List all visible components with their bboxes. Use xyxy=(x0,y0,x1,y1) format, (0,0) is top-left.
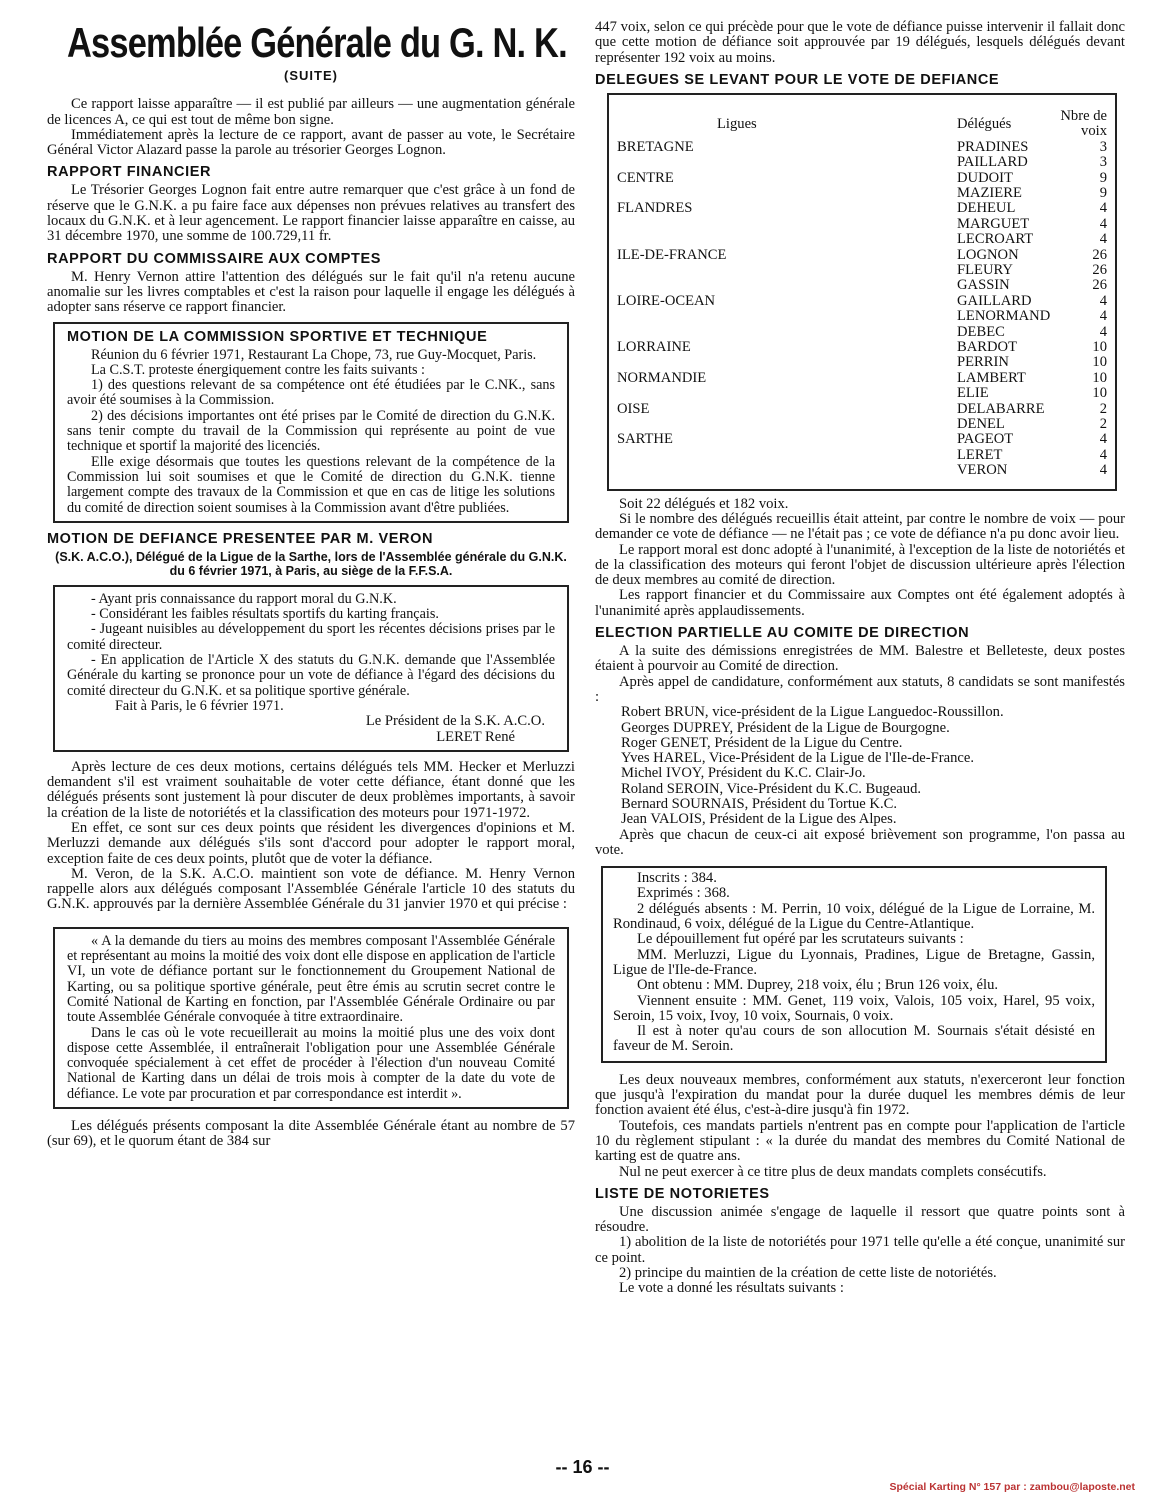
candidate-item: Bernard SOURNAIS, Président du Tortue K.C. xyxy=(621,795,897,812)
vote-cell-delegue: DELABARRE xyxy=(957,400,1045,417)
vote-cell-ligue: LORRAINE xyxy=(617,338,691,355)
vote-cell-ligue xyxy=(617,386,957,401)
result-line: Ont obtenu : MM. Duprey, 218 voix, élu ; Brun 126 voix, élu. xyxy=(637,977,999,994)
paragraph: Les deux nouveaux membres, conformément aux statuts, n'exerceront leur fonction que jusqu'à l'expiration du mandat pour la durée duquel les membres démis de leur fonction avaient été élus, c'est-à-dire jusqu'à fin 1972. xyxy=(595,1071,1125,1119)
result-line: Exprimés : 368. xyxy=(637,885,730,902)
left-column xyxy=(47,0,575,1150)
candidate-item: Georges DUPREY, Président de la Ligue de Bourgogne. xyxy=(621,719,950,736)
paragraph: 447 voix, selon ce qui précède pour que le vote de défiance puisse intervenir il fallait donc que cette motion de défiance soit approuvée par 19 délégués, lesquels délégués devant représenter 192 voix au moins. xyxy=(595,19,1125,66)
candidate-item: Roger GENET, Président de la Ligue du Centre. xyxy=(621,734,903,751)
heading-defiance: MOTION DE DEFIANCE PRESENTEE PAR M. VERON xyxy=(47,530,434,547)
cst-motion-box xyxy=(53,322,569,523)
paragraph: 2) des décisions importantes ont été prises par le Comité de direction du G.N.K. sans tenir compte du travail de la Commission qui représente au point de vue technique et sportif la majorité des licenciés. xyxy=(67,407,555,455)
vote-cell-delegue: DUDOIT xyxy=(957,169,1013,186)
motion-line: - Ayant pris connaissance du rapport moral du G.N.K. xyxy=(91,590,397,607)
vote-cell-voix: 9 xyxy=(1099,184,1107,201)
quote-paragraph: Dans le cas où le vote recueillerait au moins la moitié plus une des voix dont dispose cette Assemblée, il entraînerait l'obligation pour une Assemblée Générale convoquée spécialement à cet effet de procéder à l'élection d'un nouveau Comité National de Karting dans un délai de trois mois à compter de la date du vote de défiance. Le vote par procuration et par correspondance est interdit ». xyxy=(67,1024,555,1102)
vote-cell-ligue xyxy=(617,232,957,247)
paragraph: Nul ne peut exercer à ce titre plus de deux mandats complets consécutifs. xyxy=(619,1163,1047,1180)
vote-cell-delegue: LAMBERT xyxy=(957,369,1026,386)
paragraph: Après appel de candidature, conformément aux statuts, 8 candidats se sont manifestés : xyxy=(595,673,1125,705)
vote-table xyxy=(617,109,1107,479)
vote-cell-ligue xyxy=(617,186,957,201)
paragraph: Une discussion animée s'engage de laquelle il ressort que quatre points sont à résoudre. xyxy=(595,1203,1125,1236)
paragraph: Toutefois, ces mandats partiels n'entrent pas en compte pour l'application de l'article 10 du règlement stipulant : « la durée du mandat des membres du Comité National de karting est de quatre ans. xyxy=(595,1117,1125,1165)
vote-cell-delegue: LENORMAND xyxy=(957,308,1051,325)
vote-cell-voix: 4 xyxy=(1099,446,1107,463)
vote-cell-ligue: NORMANDIE xyxy=(617,369,707,386)
result-line: Viennent ensuite : MM. Genet, 119 voix, Valois, 105 voix, Harel, 95 voix, Seroin, 15 voix, Ivoy, 10 voix, Sournais, 0 voix. xyxy=(613,992,1095,1024)
vote-cell-delegue: PAGEOT xyxy=(957,431,1014,448)
result-line: Le dépouillement fut opéré par les scrutateurs suivants : xyxy=(637,931,964,948)
paragraph: M. Henry Vernon attire l'attention des délégués sur le fait qu'il n'a retenu aucune anomalie sur les livres comptables et c'est la raison pour laquelle il engage les délégués à adopter sans réserve ce rapport financier. xyxy=(47,268,575,316)
vote-cell-voix: 4 xyxy=(1099,323,1107,340)
page-number: -- 16 -- xyxy=(555,1457,610,1477)
vote-cell-voix: 3 xyxy=(1099,154,1107,171)
vote-cell-ligue: LOIRE-OCEAN xyxy=(617,292,716,309)
paragraph: Le rapport moral est donc adopté à l'unanimité, à l'exception de la liste de notoriétés et de la classification des moteurs qui feront l'objet de discussion ultérieure après l'élection de deux membres au comité de direction. xyxy=(595,541,1125,589)
article-quote-box xyxy=(53,927,569,1109)
motion-line: - Considérant les faibles résultats sportifs du karting français. xyxy=(91,606,439,623)
vote-row xyxy=(617,448,1107,463)
vote-cell-delegue: LECROART xyxy=(957,231,1034,248)
paragraph: Immédiatement après la lecture de ce rapport, avant de passer au vote, le Secrétaire Général Victor Alazard passe la parole au trésorier Georges Lognon. xyxy=(47,126,575,159)
vote-cell-voix: 4 xyxy=(1099,462,1107,479)
vote-cell-voix: 9 xyxy=(1099,169,1107,186)
vote-cell-ligue: ILE-DE-FRANCE xyxy=(617,246,727,263)
suite-label: (SUITE) xyxy=(284,68,338,83)
motion-line: - En application de l'Article X des statuts du G.N.K. demande que l'Assemblée Générale du karting se prononce pour un vote de défiance à l'égard des décisions du comité directeur du G.N.K. et sa politique sportive générale. xyxy=(67,652,555,699)
defiance-motion-box xyxy=(53,585,569,752)
vote-row xyxy=(617,186,1107,201)
paragraph: 1) des questions relevant de sa compétence ont été étudiées par le C.NK., sans avoir été soumises à la Commission. xyxy=(67,377,555,409)
vote-row xyxy=(617,155,1107,170)
paragraph: Le Trésorier Georges Lognon fait entre autre remarquer que c'est grâce à un fond de réserve que le G.N.K. a pu faire face aux dépenses non prévues relatives au transfert des locaux du G.N.K. et à leur agencement. Le rapport financier laisse apparaître en caisse, au 31 décembre 1970, une somme de 100.729,11 fr. xyxy=(47,182,575,245)
paragraph: 2) principe du maintien de la création de cette liste de notoriétés. xyxy=(619,1265,997,1281)
vote-row xyxy=(617,432,1107,447)
vote-row xyxy=(617,402,1107,417)
vote-cell-delegue: GAILLARD xyxy=(957,292,1032,309)
vote-cell-delegue: DEHEUL xyxy=(957,200,1016,217)
vote-cell-voix: 2 xyxy=(1099,416,1107,433)
signature-title: Le Président de la S.K. A.C.O. xyxy=(365,713,545,730)
vote-row xyxy=(617,294,1107,309)
heading-cst: MOTION DE LA COMMISSION SPORTIVE ET TECHNIQUE xyxy=(67,328,488,345)
vote-cell-ligue: BRETAGNE xyxy=(617,138,694,155)
vote-cell-voix: 4 xyxy=(1099,431,1107,448)
vote-cell-ligue xyxy=(617,448,957,463)
vote-cell-delegue: GASSIN xyxy=(957,277,1010,294)
vote-cell-ligue xyxy=(617,278,957,293)
vote-cell-voix: 10 xyxy=(1092,354,1107,371)
heading-liste-notorietes: LISTE DE NOTORIETES xyxy=(595,1185,770,1202)
vote-cell-delegue: MAZIERE xyxy=(957,184,1022,201)
heading-rapport-financier: RAPPORT FINANCIER xyxy=(47,164,212,181)
vote-cell-ligue xyxy=(617,325,957,340)
vote-cell-voix: 4 xyxy=(1099,215,1107,232)
vote-cell-delegue: DENEL xyxy=(957,416,1005,433)
vote-cell-delegue: PRADINES xyxy=(957,138,1029,155)
vote-cell-delegue: FLEURY xyxy=(957,261,1013,278)
paragraph: M. Veron, de la S.K. A.C.O. maintient son vote de défiance. M. Henry Vernon rappelle alors aux délégués composant l'Assemblée Générale l'article 10 des statuts du G.N.K. approuvés par la dernière Assemblée Générale du 31 janvier 1970 et qui précise : xyxy=(47,865,575,913)
vote-row xyxy=(617,325,1107,340)
vote-cell-delegue: PAILLARD xyxy=(957,154,1028,171)
vote-row xyxy=(617,171,1107,186)
vote-cell-ligue xyxy=(617,217,957,232)
vote-cell-ligue xyxy=(617,463,957,478)
vote-row xyxy=(617,371,1107,386)
candidate-item: Michel IVOY, Président du K.C. Clair-Jo. xyxy=(621,765,866,782)
vote-cell-delegue: DEBEC xyxy=(957,323,1005,340)
col-header-ligues: Ligues xyxy=(717,115,757,132)
vote-cell-voix: 26 xyxy=(1092,261,1107,278)
vote-cell-voix: 10 xyxy=(1092,385,1107,402)
vote-cell-voix: 4 xyxy=(1099,200,1107,217)
vote-cell-ligue xyxy=(617,155,957,170)
subheading-defiance: (S.K. A.C.O.), Délégué de la Ligue de la Sarthe, lors de l'Assemblée générale du G.N.K. du 6 février 1971, à Paris, au siège de la F.F.S.A. xyxy=(55,549,567,579)
quote-paragraph: « A la demande du tiers au moins des membres composant l'Assemblée Générale et représentant au moins la moitié des voix dont elle dispose en application de l'article VI, un vote de défiance portant sur le fonctionnement du Groupement National de Karting, ou sa politique sportive générale, peut être émis au scrutin secret contre le Comité National de Karting en fonction, par l'Assemblée Générale Ordinaire ou par toute Assemblée Générale convoquée à titre extraordinaire. xyxy=(67,932,555,1026)
paragraph: A la suite des démissions enregistrées de MM. Balestre et Belleteste, deux postes étaient à pourvoir au Comité de direction. xyxy=(595,643,1125,675)
motion-line: - Jugeant nuisibles au développement du sport les récentes décisions prises par le comité directeur. xyxy=(67,621,555,653)
paragraph: Elle exige désormais que toutes les questions relevant de la compétence de la Commission lui soit soumises et que le Comité de direction du G.N.K. tienne largement compte des travaux de la Commission et que en cas de litige les solutions du comité de direction soient soumises à la Commission avant d'être publiées. xyxy=(67,453,555,516)
vote-row xyxy=(617,232,1107,247)
vote-cell-delegue: PERRIN xyxy=(957,354,1009,371)
vote-cell-ligue: CENTRE xyxy=(617,169,674,186)
vote-row xyxy=(617,340,1107,355)
vote-cell-delegue: BARDOT xyxy=(957,338,1017,355)
paragraph: Si le nombre des délégués recueillis était atteint, par contre le nombre de voix — pour demander ce vote de défiance — ne l'était pas ; ce vote de défiance n'a pu donc avoir lieu. xyxy=(595,510,1125,543)
vote-row xyxy=(617,355,1107,370)
paragraph: Réunion du 6 février 1971, Restaurant La Chope, 73, rue Guy-Mocquet, Paris. xyxy=(91,346,537,363)
paragraph: Après que chacun de ceux-ci ait exposé brièvement son programme, l'on passa au vote. xyxy=(595,826,1125,858)
vote-cell-ligue xyxy=(617,309,957,324)
vote-cell-voix: 10 xyxy=(1092,338,1107,355)
vote-cell-voix: 4 xyxy=(1099,308,1107,325)
signature-name: LERET René xyxy=(436,728,515,745)
paragraph: 1) abolition de la liste de notoriétés pour 1971 telle qu'elle a été conçue, unanimité sur ce point. xyxy=(595,1234,1125,1266)
paragraph: En effet, ce sont sur ces deux points que résident les divergences d'opinions et M. Merluzzi demande aux délégués s'ils sont d'accord pour adopter le rapport moral, exception faite de ces deux points, plutôt que de voter la défiance. xyxy=(47,819,575,867)
vote-cell-voix: 10 xyxy=(1092,369,1107,386)
vote-row xyxy=(617,140,1107,155)
vote-cell-voix: 3 xyxy=(1099,138,1107,155)
vote-cell-voix: 4 xyxy=(1099,231,1107,248)
vote-row xyxy=(617,201,1107,216)
vote-cell-voix: 4 xyxy=(1099,292,1107,309)
result-line: 2 délégués absents : M. Perrin, 10 voix, délégué de la Ligue de Lorraine, M. Rondinaud, 6 voix, délégué de la Ligue du Centre-Atlantique. xyxy=(613,900,1095,933)
candidate-item: Robert BRUN, vice-président de la Ligue Languedoc-Roussillon. xyxy=(621,704,1004,721)
result-line: MM. Merluzzi, Ligue du Lyonnais, Pradines, Ligue de Bretagne, Gassin, Ligue de l'Ile-de-France. xyxy=(613,946,1095,978)
results-box xyxy=(601,866,1107,1063)
result-line: Il est à noter qu'au cours de son allocution M. Sournais s'était désisté en faveur de M. Seroin. xyxy=(613,1023,1095,1055)
paragraph: Le vote a donné les résultats suivants : xyxy=(619,1280,844,1297)
vote-cell-delegue: LOGNON xyxy=(957,246,1019,263)
vote-cell-delegue: MARGUET xyxy=(957,215,1030,232)
vote-cell-delegue: LERET xyxy=(957,446,1003,463)
vote-row xyxy=(617,309,1107,324)
col-header-voix: Nbre de voix xyxy=(1060,107,1107,140)
motion-date: Fait à Paris, le 6 février 1971. xyxy=(115,697,284,714)
paragraph: La C.S.T. proteste énergiquement contre les faits suivants : xyxy=(91,361,425,378)
vote-cell-delegue: ELIE xyxy=(957,385,989,402)
vote-row xyxy=(617,248,1107,263)
vote-row xyxy=(617,217,1107,232)
vote-cell-voix: 2 xyxy=(1099,400,1107,417)
heading-delegues-levant: DELEGUES SE LEVANT POUR LE VOTE DE DEFIANCE xyxy=(595,71,1000,88)
vote-cell-ligue: OISE xyxy=(617,400,650,417)
vote-cell-ligue xyxy=(617,355,957,370)
vote-row xyxy=(617,417,1107,432)
vote-row xyxy=(617,463,1107,478)
vote-cell-ligue: FLANDRES xyxy=(617,200,693,217)
paragraph: Ce rapport laisse apparaître — il est publié par ailleurs — une augmentation générale de licences A, ce qui est tout de même bon signe. xyxy=(47,96,575,128)
paragraph: Les rapport financier et du Commissaire aux Comptes ont été également adoptés à l'unanimité après applaudissements. xyxy=(595,587,1125,619)
vote-row xyxy=(617,386,1107,401)
candidate-item: Jean VALOIS, Président de la Ligue des Alpes. xyxy=(621,811,897,828)
vote-cell-ligue: SARTHE xyxy=(617,431,673,448)
col-header-delegues: Délégués xyxy=(957,115,1012,132)
candidate-list xyxy=(595,705,1125,827)
vote-cell-ligue xyxy=(617,263,957,278)
vote-cell-delegue: VERON xyxy=(957,462,1008,479)
vote-cell-voix: 26 xyxy=(1092,246,1107,263)
paragraph: Les délégués présents composant la dite Assemblée Générale étant au nombre de 57 (sur 69), et le quorum étant de 384 sur xyxy=(47,1118,575,1150)
paragraph: Après lecture de ces deux motions, certains délégués tels MM. Hecker et Merluzzi demandent s'il est vraiment souhaitable de voter cette défiance, étant donné que les délégués présents sont justement là pour discuter de deux problèmes importants, à savoir la création de la liste de notoriétés et la classification des moteurs pour 1971-1972. xyxy=(47,758,575,821)
page-title: Assemblée Générale du G. N. K. xyxy=(67,19,567,66)
result-line: Inscrits : 384. xyxy=(637,870,717,887)
vote-row xyxy=(617,278,1107,293)
credit-line: Spécial Karting N° 157 par : zambou@laposte.net xyxy=(889,1481,1135,1493)
heading-commissaire: RAPPORT DU COMMISSAIRE AUX COMPTES xyxy=(47,250,382,267)
candidate-item: Roland SEROIN, Vice-Président du K.C. Bugeaud. xyxy=(621,780,922,797)
heading-election: ELECTION PARTIELLE AU COMITE DE DIRECTION xyxy=(595,625,970,642)
paragraph: Soit 22 délégués et 182 voix. xyxy=(619,495,789,512)
candidate-item: Yves HAREL, Vice-Président de la Ligue de l'Ile-de-France. xyxy=(621,750,974,767)
vote-row xyxy=(617,263,1107,278)
right-column xyxy=(595,0,1125,1297)
vote-cell-ligue xyxy=(617,417,957,432)
vote-cell-voix: 26 xyxy=(1092,277,1107,294)
vote-table-box xyxy=(607,93,1117,491)
